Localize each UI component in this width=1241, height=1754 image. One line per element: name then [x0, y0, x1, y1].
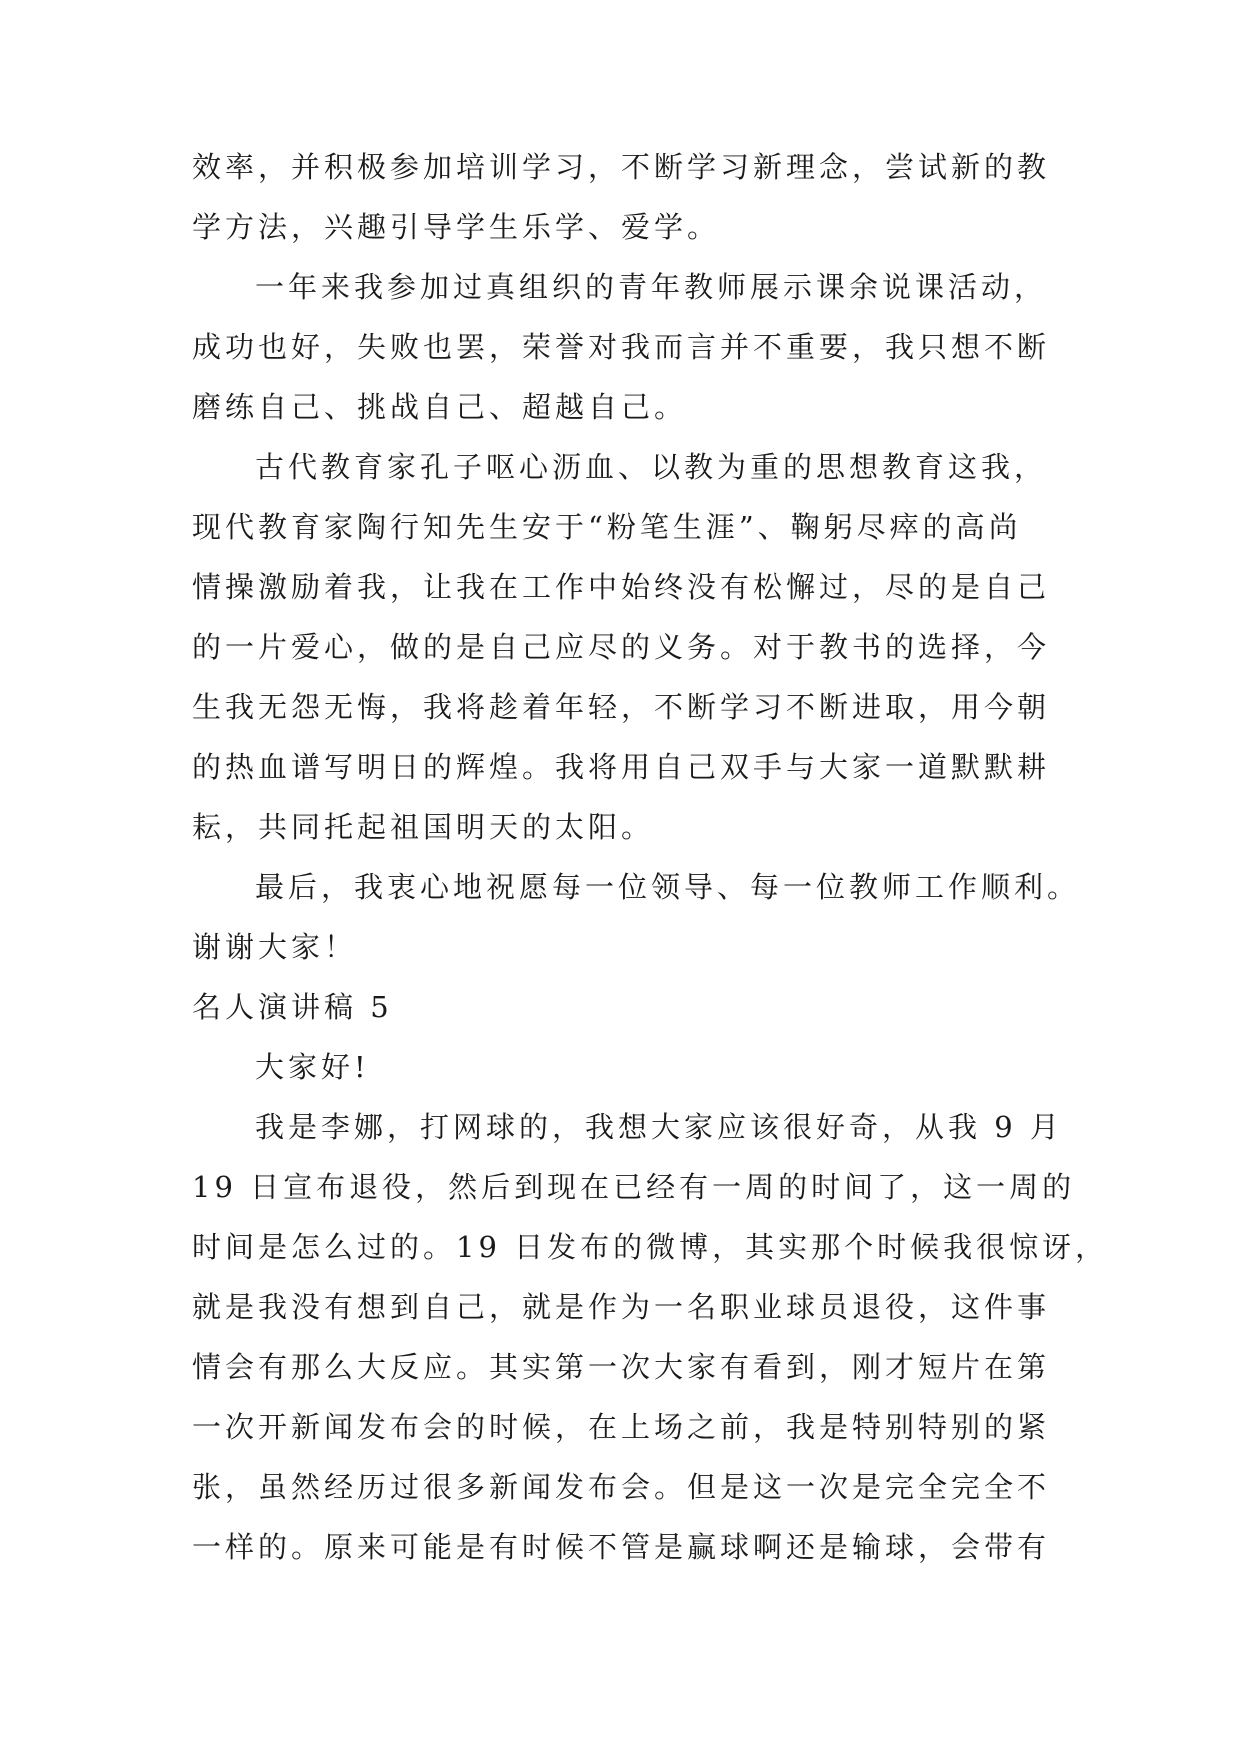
text-line: 我是李娜，打网球的，我想大家应该很好奇，从我 9 月 [255, 1110, 1063, 1144]
text-line: 一样的。原来可能是有时候不管是赢球啊还是输球，会带有 [192, 1530, 1051, 1564]
text-line: 的一片爱心，做的是自己应尽的义务。对于教书的选择，今 [192, 630, 1051, 664]
text-line: 时间是怎么过的。19 日发布的微博，其实那个时候我很惊讶， [192, 1230, 1109, 1264]
text-line: 生我无怨无悔，我将趁着年轻，不断学习不断进取，用今朝 [192, 690, 1051, 724]
text-line: 一年来我参加过真组织的青年教师展示课余说课活动， [255, 270, 1048, 304]
text-line: 就是我没有想到自己，就是作为一名职业球员退役，这件事 [192, 1290, 1051, 1324]
text-line: 效率，并积极参加培训学习，不断学习新理念，尝试新的教 [192, 150, 1051, 184]
text-line: 学方法，兴趣引导学生乐学、爱学。 [192, 210, 721, 244]
text-line: 古代教育家孔子呕心沥血、以教为重的思想教育这我， [255, 450, 1048, 484]
text-line: 最后，我衷心地祝愿每一位领导、每一位教师工作顺利。 [255, 870, 1081, 904]
text-line: 谢谢大家！ [192, 930, 358, 964]
text-line: 情操激励着我，让我在工作中始终没有松懈过，尽的是自己 [192, 570, 1051, 604]
text-line: 一次开新闻发布会的时候，在上场之前，我是特别特别的紧 [192, 1410, 1051, 1444]
section-heading: 名人演讲稿 5 [192, 990, 393, 1024]
text-line: 磨练自己、挑战自己、超越自己。 [192, 390, 688, 424]
text-line: 张，虽然经历过很多新闻发布会。但是这一次是完全完全不 [192, 1470, 1051, 1504]
text-line: 的热血谱写明日的辉煌。我将用自己双手与大家一道默默耕 [192, 750, 1051, 784]
text-line: 现代教育家陶行知先生安于“粉笔生涯”、鞠躬尽瘁的高尚 [192, 510, 1022, 544]
text-line: 耘，共同托起祖国明天的太阳。 [192, 810, 655, 844]
text-line: 19 日宣布退役，然后到现在已经有一周的时间了，这一周的 [192, 1170, 1076, 1204]
salutation: 大家好! [255, 1050, 370, 1084]
text-line: 成功也好，失败也罢，荣誉对我而言并不重要，我只想不断 [192, 330, 1051, 364]
text-line: 情会有那么大反应。其实第一次大家有看到，刚才短片在第 [192, 1350, 1051, 1384]
